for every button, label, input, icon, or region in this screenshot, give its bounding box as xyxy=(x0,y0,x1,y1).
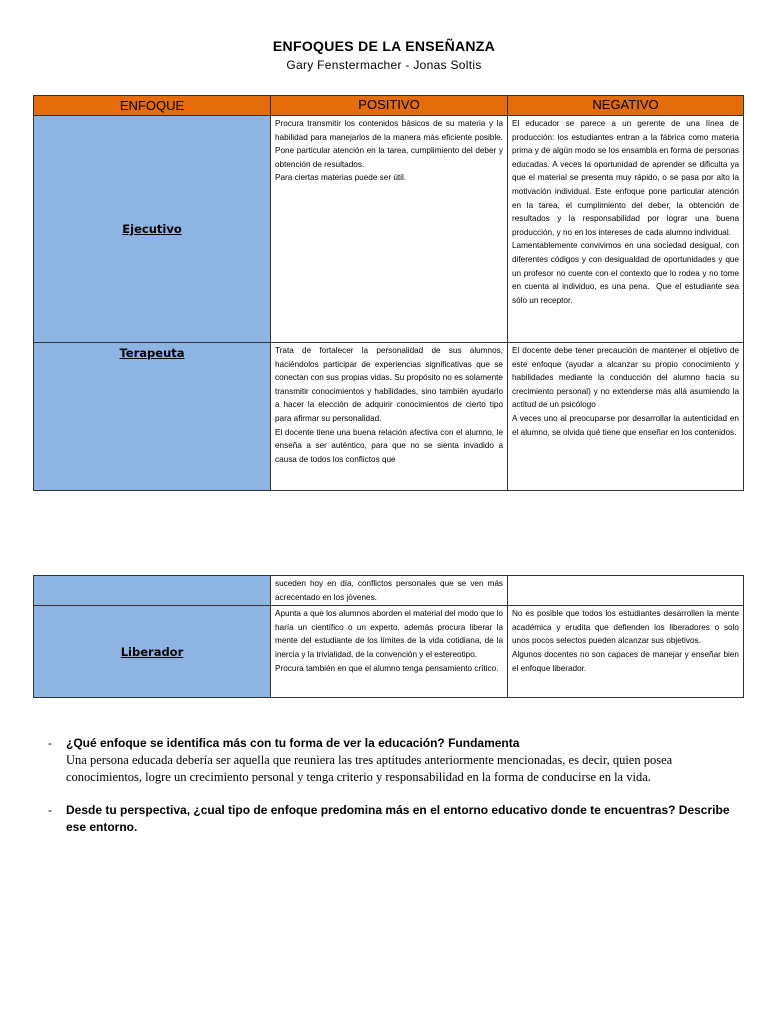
bullet-dash: - xyxy=(48,803,52,817)
negativo-cell: El educador se parece a un gerente de una línea de producción: los estudiantes entran a la fábrica como materia prima y de algún modo se los ensambla en forma de personas educadas. A veces la oportunidad de aprender se dificulta ya que el material se presenta muy rápido, o se pasa por alto la motivación individual. Este enfoque pone particular atención en la tarea, el cumplimiento del deber, la obtención de resultados y la responsabilidad por lograr una buena producción, y no en los intereses de cada alumno individual. Lamentablemente convivimos en una sociedad desigual, con diferentes códigos y con desigualdad de oportunidades y que un profesor no cuente con el contexto que lo rodea y no tome en cuenta al individuo, es una pena. Que el estudiante sea sólo un receptor. xyxy=(508,116,744,343)
enfoques-table xyxy=(33,95,744,491)
negativo-cell: El docente debe tener precaución de mantener el objetivo de este enfoque (ayudar a alcanzar su propio conocimiento y habilidades mediante la conducción del alumno hacia su crecimiento personal) y no extenderse más allá asumiendo la actitud de un psicólogo A veces uno al preocuparse por desarrollar la autenticidad en el alumno, se olvida qué tiene que enseñar en los contenidos. xyxy=(508,343,744,491)
document-authors: Gary Fenstermacher - Jonas Soltis xyxy=(286,58,482,72)
question-item xyxy=(48,735,738,786)
bullet-dash: - xyxy=(48,736,52,750)
table-header-row xyxy=(34,96,744,116)
positivo-cell: suceden hoy en día, conflictos personales que se ven más acrecentado en los jóvenes. xyxy=(271,576,508,606)
enfoque-name: Liberador xyxy=(120,644,184,659)
table-row-terapeuta xyxy=(34,343,744,491)
enfoque-cell xyxy=(34,343,271,491)
enfoques-table-continued xyxy=(33,575,744,698)
header-positivo: POSITIVO xyxy=(271,96,508,116)
header-enfoque: ENFOQUE xyxy=(34,96,271,116)
question-text: ¿Qué enfoque se identifica más con tu forma de ver la educación? Fundamenta xyxy=(66,736,520,750)
header-negativo: NEGATIVO xyxy=(508,96,744,116)
enfoque-name: Terapeuta xyxy=(119,346,185,360)
answer-text: Una persona educada debería ser aquella que reuniera las tres aptitudes anteriormente mencionadas, es decir, quien posea conocimientos, logre un crecimiento personal y tenga criterio y responsabilidad en la forma de conducirse en la vida. xyxy=(66,753,673,784)
table-row-liberador xyxy=(34,606,744,698)
enfoque-cell xyxy=(34,576,271,606)
enfoque-cell xyxy=(34,116,271,343)
enfoque-name: Ejecutivo xyxy=(122,222,182,236)
question-text: Desde tu perspectiva, ¿cual tipo de enfoque predomina más en el entorno educativo donde te encuentras? Describe ese entorno. xyxy=(66,803,730,834)
negativo-cell xyxy=(508,576,744,606)
positivo-cell: Procura transmitir los contenidos básicos de su materia y la habilidad para manejarlos de la manera más eficiente posible. Pone particular atención en la tarea, cumplimiento del deber y obtención de resultados. Para ciertas materias puede ser útil. xyxy=(271,116,508,343)
negativo-cell: No es posible que todos los estudiantes desarrollen la mente académica y erudita que defienden los liberadores o solo unos pocos selectos pueden alcanzar sus objetivos. Algunos docentes no son capaces de manejar y enseñar bien el enfoque liberador. xyxy=(508,606,744,698)
document-title: ENFOQUES DE LA ENSEÑANZA xyxy=(272,38,496,54)
positivo-cell: Apunta a que los alumnos aborden el material del modo que lo haría un científico o un experto, además procura liberar la mente del estudiante de los límites de la vida cotidiana, de la inercia y la trivialidad, de la convención y el estereotipo. Procura también en que el alumno tenga pensamiento crítico. xyxy=(271,606,508,698)
positivo-cell: Trata de fortalecer la personalidad de sus alumnos, haciéndolos participar de experiencias significativas que se conectan con sus propias vidas. Su propósito no es solamente transmitir conocimientos y habilidades, sino también ayudarlo a hacer la elección de adquirir conocimientos de cierto tipo para afirmar su personalidad. El docente tiene una buena relación afectiva con el alumno, le enseña a ser auténtico, para que no se sienta invadido a causa de todos los conflictos que xyxy=(271,343,508,491)
table-row-ejecutivo xyxy=(34,116,744,343)
question-item xyxy=(48,802,738,836)
table-row-continuation xyxy=(34,576,744,606)
enfoque-cell xyxy=(34,606,271,698)
